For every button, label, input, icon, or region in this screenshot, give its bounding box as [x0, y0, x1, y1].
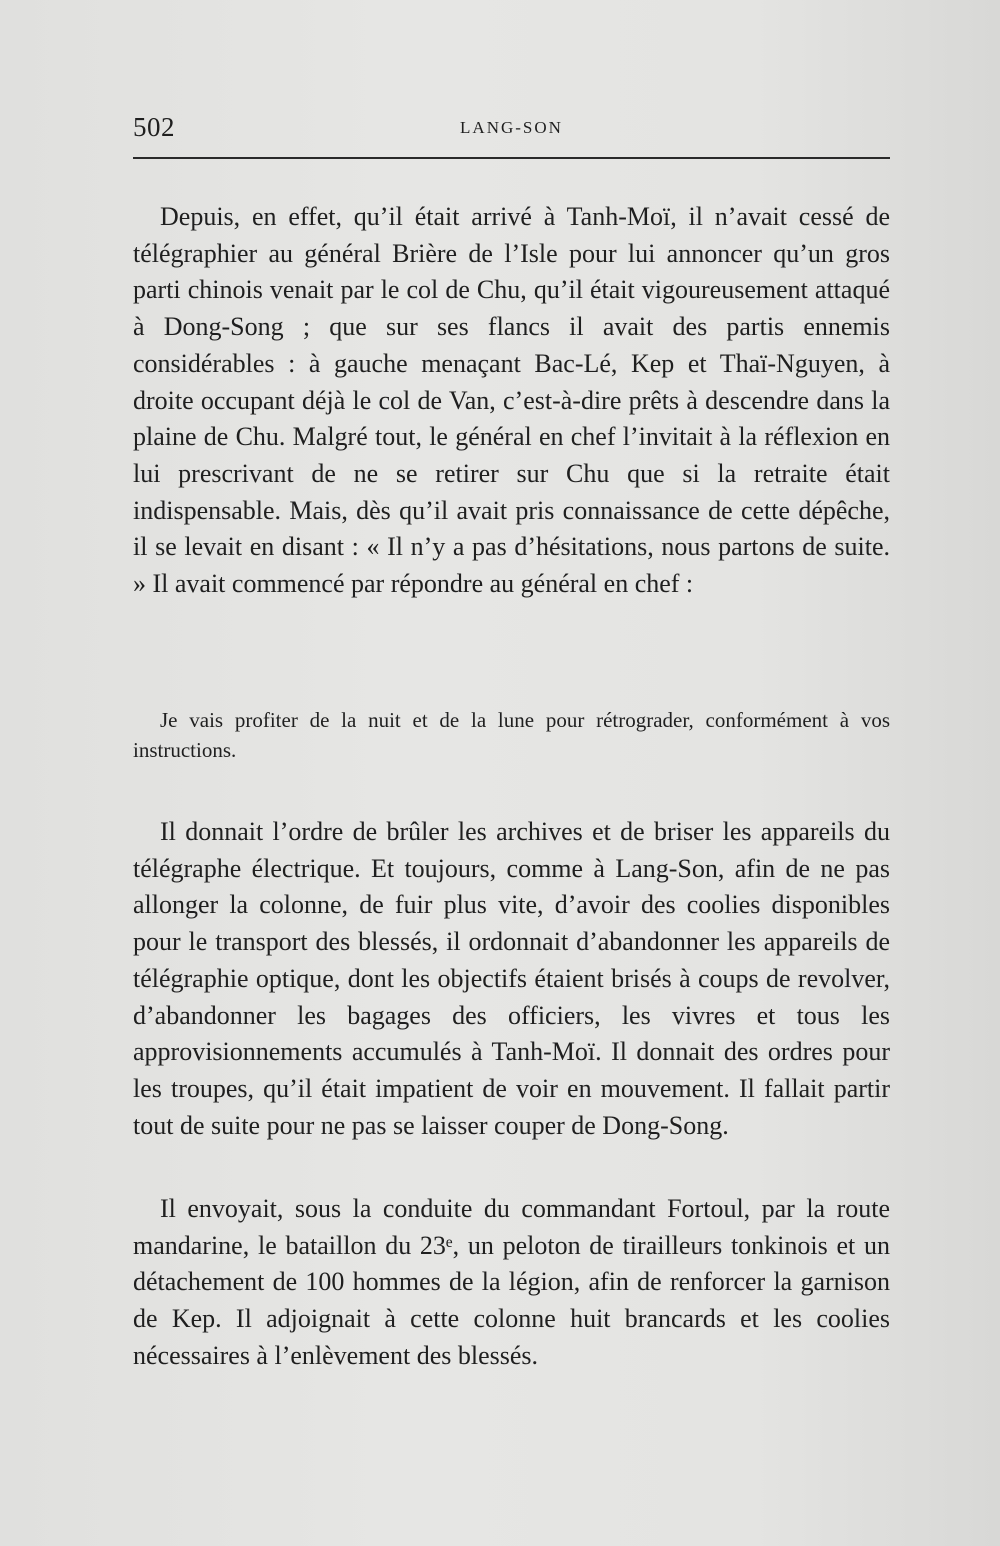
running-head: LANG-SON [460, 118, 563, 137]
page-header [133, 112, 890, 142]
quoted-telegram: Je vais profiter de la nuit et de la lune pour rétrograder, conformément à vos instructions. [133, 708, 890, 762]
paragraph-text: Il donnait l’ordre de brûler les archives et de briser les appareils du télégraphe électrique. Et toujours, comme à Lang-Son, afin de ne pas allonger la colonne, de fuir plus vite, d’avoir des coolies disponibles pour le transport des blessés, il ordonnait d’abandonner les appareils de télégraphie optique, dont les objectifs étaient brisés à coups de revolver, d’abandonner les bagages des officiers, les vivres et tous les approvisionnements accumulés à Tanh-Moï. Il donnait des ordres pour les troupes, qu’il était impatient de voir en mouvement. Il fallait partir tout de suite pour ne pas se laisser couper de Dong-Song. [133, 817, 890, 1140]
paragraph-text: Depuis, en effet, qu’il était arrivé à Tanh-Moï, il n’avait cessé de télégraphier au général Brière de l’Isle pour lui annoncer qu’un gros parti chinois venait par le col de Chu, qu’il était vigoureusement attaqué à Dong-Song ; que sur ses flancs il avait des partis ennemis considérables : à gauche menaçant Bac-Lé, Kep et Thaï-Nguyen, à droite occupant déjà le col de Van, c’est-à-dire prêts à descendre dans la plaine de Chu. Malgré tout, le général en chef l’invitait à la réflexion en lui prescrivant de ne se retirer sur Chu que si la retraite était indispensable. Mais, dès qu’il avait pris connaissance de cette dépêche, il se levait en disant : « Il n’y a pas d’hésitations, nous partons de suite. » Il avait commencé par répondre au général en chef : [133, 202, 890, 599]
paragraph-3 [133, 1191, 890, 1375]
page-number: 502 [133, 112, 175, 142]
paragraph-text: Il envoyait, sous la conduite du commandant Fortoul, par la route mandarine, le bataillon du 23ᵉ, un peloton de tirailleurs tonkinois et un détachement de 100 hommes de la légion, afin de renforcer la garnison de Kep. Il adjoignait à cette colonne huit brancards et les coolies nécessaires à l’enlèvement des blessés. [133, 1194, 890, 1370]
header-rule [133, 157, 890, 159]
paragraph-1 [133, 199, 890, 603]
paragraph-2 [133, 814, 890, 1144]
